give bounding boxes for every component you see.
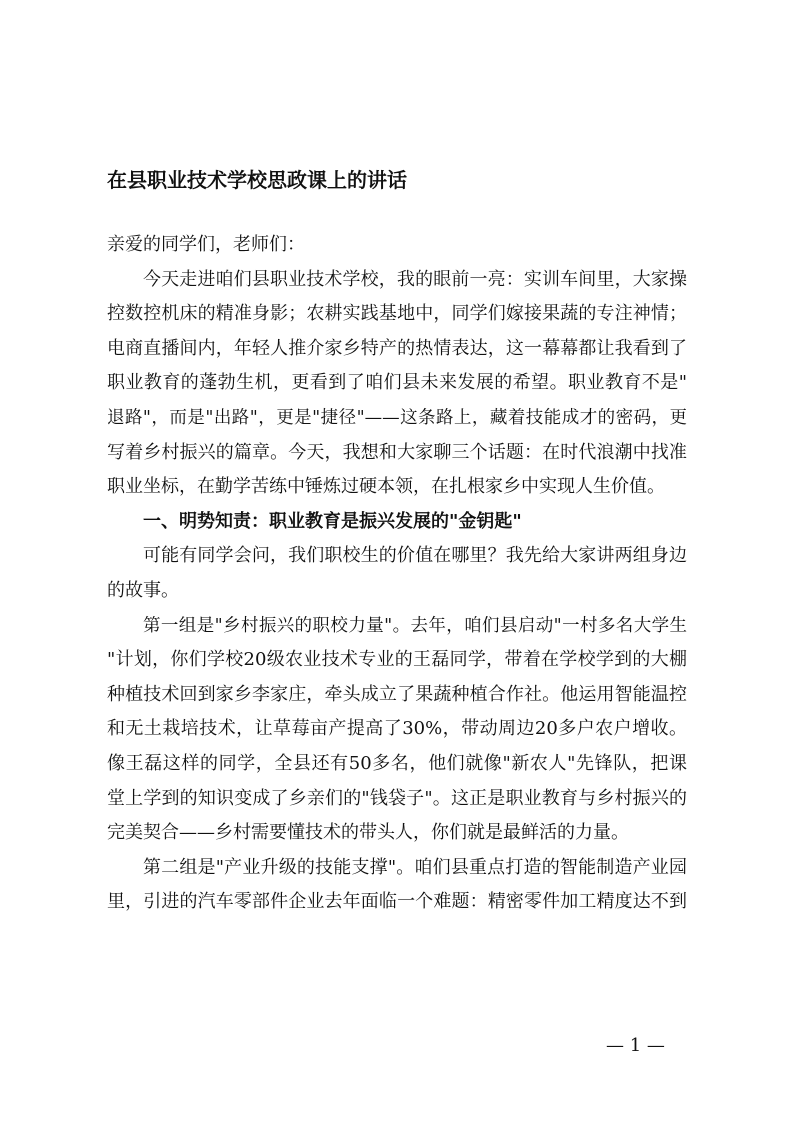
- salutation: 亲爱的同学们，老师们：: [107, 234, 305, 255]
- speech-title: 在县职业技术学校思政课上的讲话: [107, 168, 407, 192]
- page-number: — 1 —: [606, 1035, 665, 1056]
- paragraph-line: 种植技术回到家乡李家庄，牵头成立了果蔬种植合作社。他运用智能温控: [107, 683, 687, 705]
- paragraph-line: 和无土栽培技术，让草莓亩产提高了30%，带动周边20多户农户增收。: [107, 718, 687, 740]
- paragraph-line: 的故事。: [107, 579, 179, 601]
- paragraph-line: 职业坐标，在勤学苦练中锤炼过硬本领，在扎根家乡中实现人生价值。: [107, 476, 665, 498]
- paragraph-line: 控数控机床的精准身影；农耕实践基地中，同学们嫁接果蔬的专注神情；: [107, 303, 687, 325]
- paragraph-line: 里，引进的汽车零部件企业去年面临一个难题：精密零件加工精度达不到: [107, 891, 687, 913]
- paragraph-line: 堂上学到的知识变成了乡亲们的"钱袋子"。这正是职业教育与乡村振兴的: [107, 787, 687, 809]
- paragraph-line: 第一组是"乡村振兴的职校力量"。去年，咱们县启动"一村多名大学生: [143, 615, 687, 636]
- paragraph-line: 退路"，而是"出路"，更是"捷径"——这条路上，藏着技能成才的密码，更: [107, 407, 687, 428]
- paragraph-line: 今天走进咱们县职业技术学校，我的眼前一亮：实训车间里，大家操: [143, 268, 687, 290]
- paragraph-line: "计划，你们学校20级农业技术专业的王磊同学，带着在学校学到的大棚: [107, 649, 687, 671]
- paragraph-line: 像王磊这样的同学，全县还有50多名，他们就像"新农人"先锋队，把课: [107, 752, 687, 774]
- speech-body: [107, 228, 687, 920]
- paragraph-line: 完美契合——乡村需要懂技术的带头人，你们就是最鲜活的力量。: [107, 822, 629, 844]
- paragraph-line: 第二组是"产业升级的技能支撑"。咱们县重点打造的智能制造产业园: [143, 856, 687, 878]
- paragraph-line: 写着乡村振兴的篇章。今天，我想和大家聊三个话题：在时代浪潮中找准: [107, 441, 687, 463]
- paragraph-line: 可能有同学会问，我们职校生的价值在哪里？我先给大家讲两组身边: [143, 545, 687, 567]
- paragraph-line: 电商直播间内，年轻人推介家乡特产的热情表达，这一幕幕都让我看到了: [107, 337, 687, 359]
- paragraph-line: 职业教育的蓬勃生机，更看到了咱们县未来发展的希望。职业教育不是": [107, 372, 687, 394]
- section-heading: 一、明势知责：职业教育是振兴发展的"金钥匙": [143, 510, 522, 532]
